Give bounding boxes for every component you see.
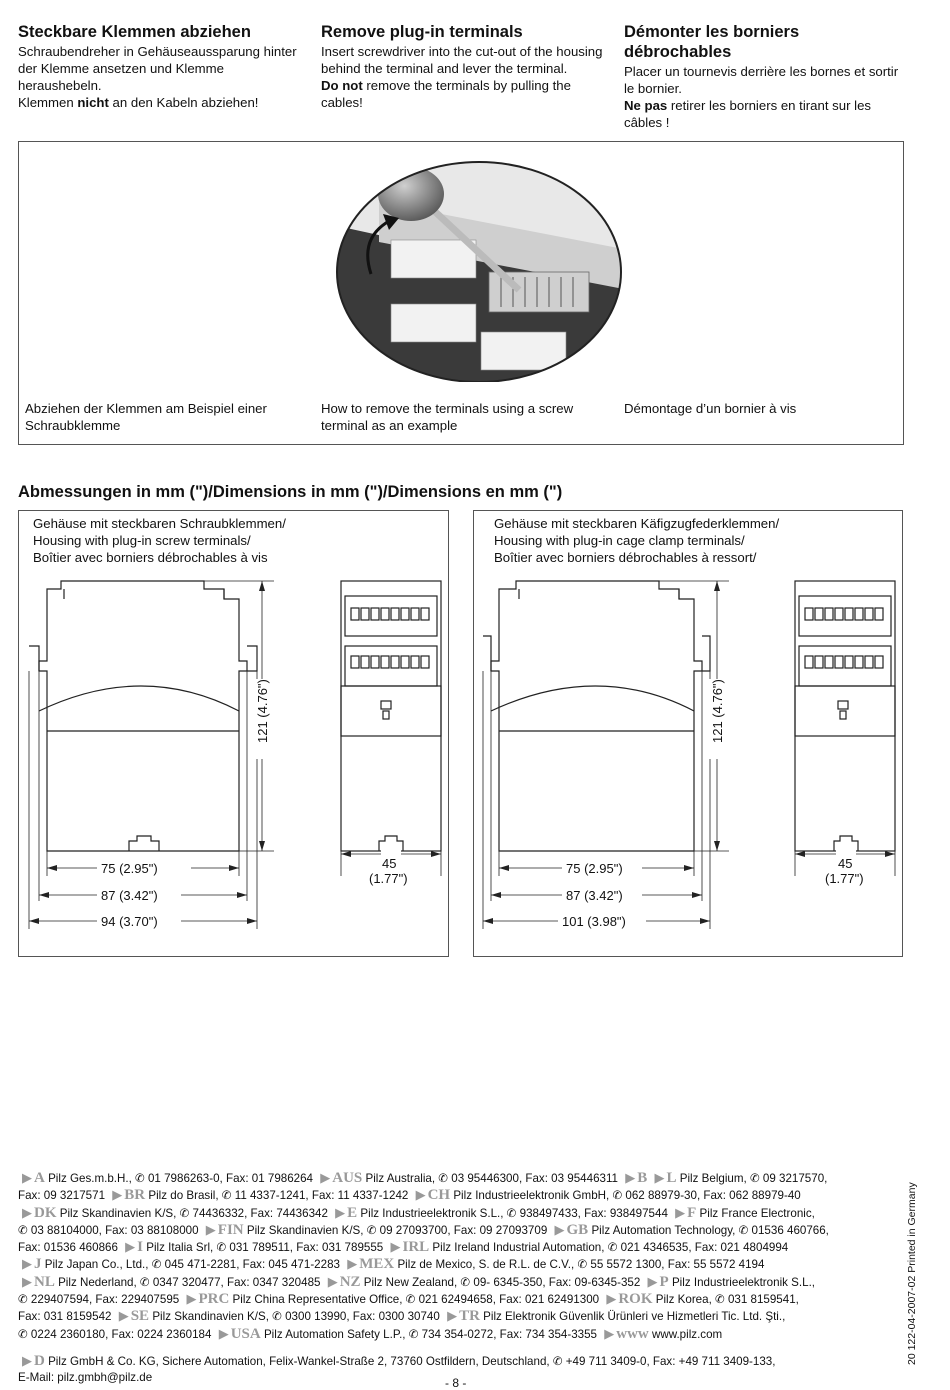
arrow-icon: ▶ [625,1170,636,1185]
section-en-title: Remove plug-in terminals [321,23,523,41]
section-de-warning-pre: Klemmen [18,95,78,110]
caption-fr: Démontage d’un bornier à vis [624,401,797,416]
address-text: Fax: 09 3217571 [18,1189,106,1203]
cage-width-101-dim: 101 (3.98") [562,914,626,929]
arrow-icon: ▶ [125,1239,136,1255]
address-text: Pilz Elektronik Güvenlik Ürünleri ve Hizmetleri Tic. Ltd. Şti., [483,1310,786,1324]
address-line [18,1205,898,1222]
address-text: Fax: 031 8159542 [18,1310,112,1324]
section-fr-title: Démonter les borniers débrochables [624,23,800,61]
cage-label-fr: Boîtier avec borniers débrochables à ressort/ [494,550,757,565]
address-text: Pilz Japan Co., Ltd., ✆ 045 471-2281, Fax: 045 471-2283 [44,1258,340,1272]
address-text: Pilz Industrieelektronik S.L., [671,1275,816,1289]
dimension-drawing-screw [18,510,449,957]
address-text: Pilz do Brasil, ✆ 11 4337-1241, Fax: 11 4337-1242 [148,1189,409,1203]
arrow-icon: ▶ [606,1291,617,1307]
address-text: ✆ 229407594, Fax: 229407595 [18,1293,180,1307]
address-text: Pilz New Zealand, ✆ 09- 6345-350, Fax: 09-6345-352 [363,1275,641,1289]
country-code: J [34,1256,42,1273]
arrow-icon: ▶ [218,1325,229,1341]
address-text: Pilz Skandinavien K/S, ✆ 74436332, Fax: 74436342 [59,1206,328,1220]
address-text: Pilz Belgium, ✆ 09 3217570, [679,1172,828,1185]
dimensions-title: Abmessungen in mm (")/Dimensions in mm (")/Dimensions en mm (") [18,483,563,501]
address-line [18,1222,898,1239]
section-de-text: Schraubendreher in Gehäuseaussparung hinter der Klemme ansetzen und Klemme heraushebeln. [18,44,297,93]
country-code: USA [230,1325,261,1342]
address-text: Pilz Korea, ✆ 031 8159541, [655,1293,799,1307]
arrow-icon: ▶ [554,1221,565,1237]
arrow-icon: ▶ [22,1273,32,1289]
address-text: Pilz China Representative Office, ✆ 021 62494658, Fax: 021 62491300 [232,1293,600,1307]
address-text: Pilz Automation Technology, ✆ 01536 460766, [591,1223,829,1237]
cage-width-75-dim: 75 (2.95") [566,861,623,876]
country-code: PRC [198,1291,230,1308]
address-line [18,1326,898,1343]
country-code: www [616,1325,649,1342]
caption-de: Abziehen der Klemmen am Beispiel einer Schraubklemme [25,401,267,433]
arrow-icon: ▶ [112,1187,123,1203]
country-code: GB [566,1221,589,1238]
country-code: FIN [217,1221,244,1238]
country-code: D [34,1352,45,1369]
address-line [18,1274,898,1291]
dimension-drawing-cage-clamp [473,510,903,957]
section-de-warning [18,94,303,111]
cage-label-en: Housing with plug-in cage clamp terminals/ [494,533,745,548]
arrow-icon: ▶ [22,1204,32,1220]
address-text: Pilz Nederland, ✆ 0347 320477, Fax: 0347 320485 [58,1275,321,1289]
screw-depth-inch-dim: (1.77") [369,871,408,886]
arrow-icon: ▶ [604,1325,615,1341]
terminal-removal-illustration [19,142,903,382]
country-code: CH [427,1187,451,1204]
section-en-warning [321,77,606,111]
country-code: E [347,1204,358,1221]
country-code: A [34,1170,45,1186]
country-code: AUS [332,1170,363,1186]
section-fr-text: Placer un tournevis derrière les bornes et sortir le bornier. [624,64,899,96]
section-de-warning-post: an den Kabeln abziehen! [108,95,259,110]
arrow-icon: ▶ [654,1170,665,1185]
arrow-icon: ▶ [390,1239,401,1255]
page-number: - 8 - [445,1376,467,1390]
address-text: Pilz Italia Srl, ✆ 031 789511, Fax: 031 789555 [146,1241,384,1255]
section-en-warning-post: remove the terminals by pulling the cables! [321,78,571,110]
address-line [18,1170,898,1187]
address-text: Pilz Industrieelektronik S.L., ✆ 938497433, Fax: 938497544 [360,1206,668,1220]
email-line[interactable]: E-Mail: pilz.gmbh@pilz.de [18,1371,153,1385]
country-code: I [137,1239,143,1256]
section-fr [624,22,909,131]
section-en-warning-bold: Do not [321,78,363,93]
cage-height-dim: 121 (4.76") [710,679,725,743]
address-text: Pilz Ireland Industrial Automation, ✆ 021 4346535, Fax: 021 4804994 [432,1241,789,1255]
section-en-text: Insert screwdriver into the cut-out of the housing behind the terminal and lever the terminal. [321,44,603,76]
screw-label-en: Housing with plug-in screw terminals/ [33,533,251,548]
arrow-icon: ▶ [327,1273,338,1289]
screw-housing-drawing [19,511,448,956]
arrow-icon: ▶ [320,1170,331,1185]
cage-width-87-dim: 87 (3.42") [566,888,623,903]
cage-housing-drawing [474,511,902,956]
headquarters-line [18,1353,898,1370]
country-code: P [659,1273,669,1290]
country-code: NZ [339,1273,361,1290]
screw-width-75-dim: 75 (2.95") [101,861,158,876]
arrow-icon: ▶ [347,1256,358,1272]
address-text: Pilz Australia, ✆ 03 95446300, Fax: 03 95446311 [365,1172,618,1185]
country-code: ROK [618,1291,653,1308]
arrow-icon: ▶ [22,1352,32,1368]
website-link[interactable]: www.pilz.com [651,1327,723,1341]
screw-height-dim: 121 (4.76") [255,679,270,743]
address-text: Pilz de Mexico, S. de R.L. de C.V., ✆ 55 5572 1300, Fax: 55 5572 4194 [397,1258,765,1272]
address-text: Pilz Skandinavien K/S, ✆ 09 27093700, Fax: 09 27093709 [246,1223,548,1237]
screw-label-fr: Boîtier avec borniers débrochables à vis [33,550,268,565]
address-text: ✆ 03 88104000, Fax: 03 88108000 [18,1223,199,1237]
arrow-icon: ▶ [335,1204,346,1220]
arrow-icon: ▶ [22,1170,32,1185]
cage-label-de: Gehäuse mit steckbaren Käfigzugfederklemmen/ [494,516,780,531]
caption-en: How to remove the terminals using a screw terminal as an example [321,401,574,433]
address-text: Pilz Automation Safety L.P., ✆ 734 354-0272, Fax: 734 354-3355 [263,1327,597,1341]
country-code: BR [124,1187,146,1204]
headquarters-address: Pilz GmbH & Co. KG, Sichere Automation, Felix-Wankel-Straße 2, 73760 Ostfildern, Deutschland, ✆ +49 711 3409-0, Fax: +49 711 3409-133, [48,1354,776,1368]
country-code: L [666,1170,677,1186]
cage-depth-dim: 45 [838,856,853,871]
arrow-icon: ▶ [415,1187,426,1203]
screw-width-87-dim: 87 (3.42") [101,888,158,903]
screw-depth-dim: 45 [382,856,397,871]
country-code: MEX [359,1256,395,1273]
address-line [18,1239,898,1256]
address-line [18,1308,898,1325]
arrow-icon: ▶ [675,1204,686,1220]
section-de-warning-bold: nicht [77,95,109,110]
section-fr-warning-post: retirer les borniers en tirant sur les câbles ! [624,98,871,130]
address-block [18,1170,898,1387]
print-note: 20 122-04-2007-02 Printed in Germany [906,1182,918,1365]
screw-width-94-dim: 94 (3.70") [101,914,158,929]
country-code: TR [459,1308,480,1325]
section-fr-warning-bold: Ne pas [624,98,668,113]
address-line [18,1291,898,1308]
section-fr-warning [624,97,909,131]
country-code: F [687,1204,697,1221]
country-code: SE [130,1308,150,1325]
address-text: Pilz Industrieelektronik GmbH, ✆ 062 88979-30, Fax: 062 88979-40 [453,1189,801,1203]
terminal-removal-figure [18,141,904,445]
address-text: Pilz France Electronic, [699,1206,815,1220]
section-en [321,22,606,111]
address-line [18,1256,898,1273]
address-line [18,1187,898,1204]
section-de-title: Steckbare Klemmen abziehen [18,23,251,41]
screw-label-de: Gehäuse mit steckbaren Schraubklemmen/ [33,516,286,531]
country-code: B [637,1170,648,1186]
country-code: IRL [402,1239,430,1256]
section-de [18,22,303,111]
country-code: NL [34,1273,55,1290]
address-text: Fax: 01536 460866 [18,1241,118,1255]
address-text: Pilz Skandinavien K/S, ✆ 0300 13990, Fax: 0300 30740 [152,1310,440,1324]
arrow-icon: ▶ [118,1308,129,1324]
arrow-icon: ▶ [22,1256,32,1272]
arrow-icon: ▶ [647,1273,658,1289]
arrow-icon: ▶ [447,1308,458,1324]
arrow-icon: ▶ [186,1291,197,1307]
cage-depth-inch-dim: (1.77") [825,871,864,886]
arrow-icon: ▶ [205,1221,216,1237]
address-text: ✆ 0224 2360180, Fax: 0224 2360184 [18,1327,212,1341]
country-code: DK [34,1204,57,1221]
address-text: Pilz Ges.m.b.H., ✆ 01 7986263-0, Fax: 01 7986264 [48,1172,314,1185]
